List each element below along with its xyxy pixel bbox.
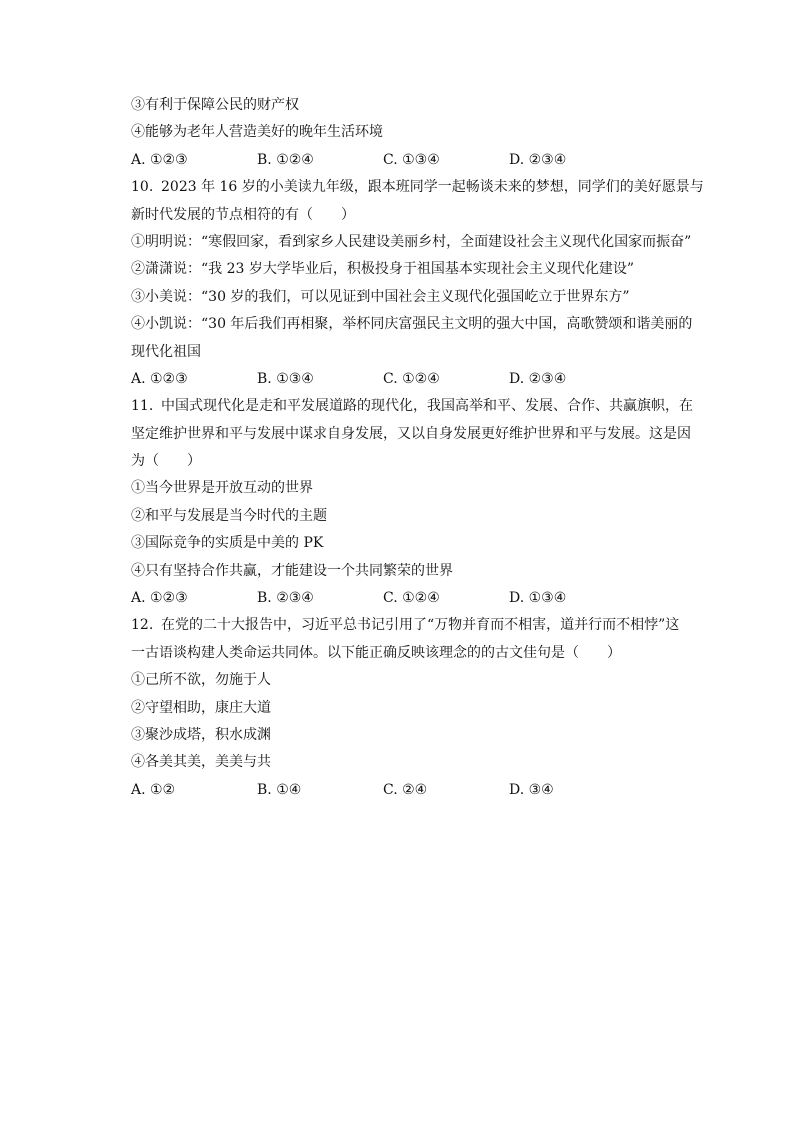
q10-stem-text-1: 2023 年 16 岁的小美读九年级，跟本班同学一起畅谈未来的梦想，同学们的美好愿景与 xyxy=(161,179,704,196)
question-12 xyxy=(131,612,711,804)
q9-option-b: B. ①②④ xyxy=(257,151,314,168)
q11-option-a: A. ①②③ xyxy=(131,590,188,607)
q11-item-1: ①当今世界是开放互动的世界 xyxy=(131,480,313,497)
question-9 xyxy=(131,92,711,174)
q12-item-2: ②守望相助，康庄大道 xyxy=(131,699,271,716)
q12-option-b: B. ①④ xyxy=(257,781,302,798)
q10-stem-line-1 xyxy=(131,174,711,201)
q11-item-2: ②和平与发展是当今时代的主题 xyxy=(131,507,327,524)
q12-option-a: A. ①② xyxy=(131,781,176,798)
q9-options xyxy=(131,147,711,174)
q9-item-3: ③有利于保障公民的财产权 xyxy=(131,97,299,113)
q10-stem-line-2: 新时代发展的节点相符的有（ ） xyxy=(131,206,355,223)
q10-item-4-cont: 现代化祖国 xyxy=(131,343,201,360)
q10-number: 10. xyxy=(131,179,154,196)
q9-option-c: C. ①③④ xyxy=(383,151,440,168)
q11-stem-text-1: 中国式现代化是走和平发展道路的现代化，我国高举和平、发展、合作、共赢旗帜，在 xyxy=(161,398,693,415)
q12-item-1: ①己所不欲，勿施于人 xyxy=(131,672,271,689)
q10-item-4: ④小凯说：“30 年后我们再相聚，举杯同庆富强民主文明的强大中国，高歌赞颂和谐美丽的 xyxy=(131,316,693,333)
q12-options xyxy=(131,777,711,804)
q12-item-3: ③聚沙成塔，积水成渊 xyxy=(131,726,271,743)
q12-option-d: D. ③④ xyxy=(509,781,554,798)
q12-option-c: C. ②④ xyxy=(383,781,428,798)
q9-item-4: ④能够为老年人营造美好的晚年生活环境 xyxy=(131,124,383,141)
q10-option-b: B. ①③④ xyxy=(257,370,314,387)
q11-option-d: D. ①③④ xyxy=(509,590,567,607)
q10-option-d: D. ②③④ xyxy=(509,370,567,387)
q10-item-1: ①明明说：“寒假回家，看到家乡人民建设美丽乡村，全面建设社会主义现代化国家而振奋” xyxy=(131,233,692,250)
q11-number: 11. xyxy=(131,398,154,415)
q10-options xyxy=(131,366,711,393)
q11-stem-line-2: 坚定维护世界和平与发展中谋求自身发展，又以自身发展更好维护世界和平与发展。这是因 xyxy=(131,425,691,442)
q12-item-4: ④各美其美，美美与共 xyxy=(131,754,271,771)
q11-options xyxy=(131,585,711,612)
q11-stem-line-3: 为（ ） xyxy=(131,453,201,470)
q10-option-c: C. ①②④ xyxy=(383,370,440,387)
q10-item-2: ②潇潇说：“我 23 岁大学毕业后，积极投身于祖国基本实现社会主义现代化建设” xyxy=(131,261,635,278)
q12-stem-line-2: 一古语谈构建人类命运共同体。以下能正确反映该理念的的古文佳句是（ ） xyxy=(131,644,621,661)
q10-item-3: ③小美说：“30 岁的我们，可以见证到中国社会主义现代化强国屹立于世界东方” xyxy=(131,288,630,305)
exam-page xyxy=(131,92,711,804)
question-10 xyxy=(131,174,711,393)
question-11 xyxy=(131,393,711,612)
q12-number: 12. xyxy=(131,617,154,634)
q11-stem-line-1 xyxy=(131,393,711,420)
q12-stem-text-1: 在党的二十大报告中，习近平总书记引用了“万物并育而不相害，道并行而不相悖”这 xyxy=(161,617,680,634)
q10-option-a: A. ①②③ xyxy=(131,370,188,387)
q11-option-b: B. ②③④ xyxy=(257,590,314,607)
q9-option-d: D. ②③④ xyxy=(509,151,567,168)
q9-option-a: A. ①②③ xyxy=(131,151,188,168)
q11-option-c: C. ①②④ xyxy=(383,590,440,607)
q12-stem-line-1 xyxy=(131,612,711,639)
q11-item-4: ④只有坚持合作共赢，才能建设一个共同繁荣的世界 xyxy=(131,562,453,579)
q11-item-3: ③国际竞争的实质是中美的 PK xyxy=(131,535,324,552)
